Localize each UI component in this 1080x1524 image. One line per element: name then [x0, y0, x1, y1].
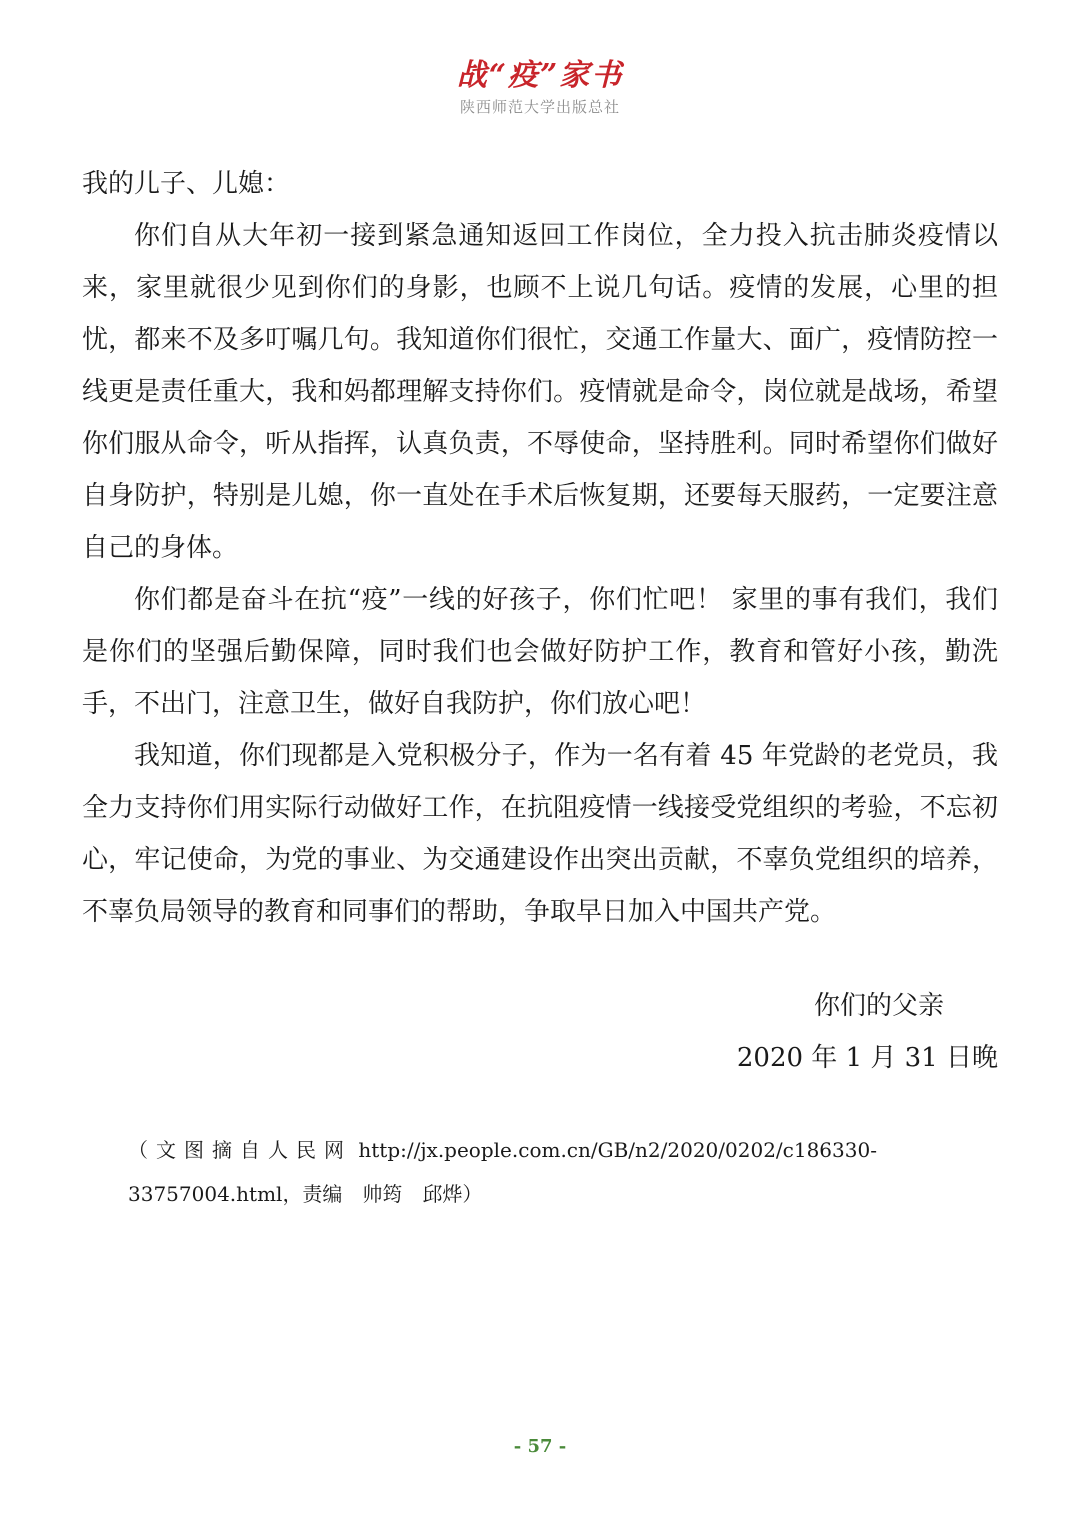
letter-paragraph-1: 你们自从大年初一接到紧急通知返回工作岗位，全力投入抗击肺炎疫情以来，家里就很少见到你们的身影，也顾不上说几句话。疫情的发展，心里的担忧，都来不及多叮嘱几句。我知道你们很忙，交通工作量大、面广，疫情防控一线更是责任重大，我和妈都理解支持你们。疫情就是命令，岗位就是战场，希望你们服从命令，听从指挥，认真负责，不辱使命，坚持胜利。同时希望你们做好自身防护，特别是儿媳，你一直处在手术后恢复期，还要每天服药，一定要注意自己的身体。 — [82, 221, 998, 563]
letter-body — [82, 158, 998, 938]
signature-date: 2020 年 1 月 31 日晚 — [736, 1043, 998, 1073]
source-lead: （文图摘自人民网 — [128, 1138, 352, 1162]
source-citation — [128, 1128, 1000, 1216]
page-header — [0, 56, 1080, 118]
letter-paragraph-3: 我知道，你们现都是入党积极分子，作为一名有着 45 年党龄的老党员，我全力支持你们用实际行动做好工作，在抗阻疫情一线接受党组织的考验，不忘初心，牢记使命，为党的事业、为交通建设作出突出贡献，不辜负党组织的培养，不辜负局领导的教育和同事们的帮助，争取早日加入中国共产党。 — [82, 741, 998, 927]
page-number: - 57 - — [513, 1436, 567, 1457]
signature-name: 你们的父亲 — [813, 991, 944, 1021]
letter-paragraph-2: 你们都是奋斗在抗“疫”一线的好孩子，你们忙吧！ 家里的事有我们，我们是你们的坚强后勤保障，同时我们也会做好防护工作，教育和管好小孩，勤洗手，不出门，注意卫生，做好自我防护，你们放心吧！ — [82, 585, 998, 719]
series-title: 战“疫”家书 — [456, 58, 624, 93]
letter-salutation: 我的儿子、儿媳： — [82, 169, 291, 199]
source-editor-note: ，责编 帅筠 邱烨） — [282, 1182, 483, 1206]
source-url[interactable]: http://jx.people.com.cn/GB/n2/2020/0202/c186330-33757004.html — [128, 1138, 877, 1206]
letter-signature — [737, 980, 998, 1084]
publisher-name: 陕西师范大学出版总社 — [459, 98, 620, 116]
